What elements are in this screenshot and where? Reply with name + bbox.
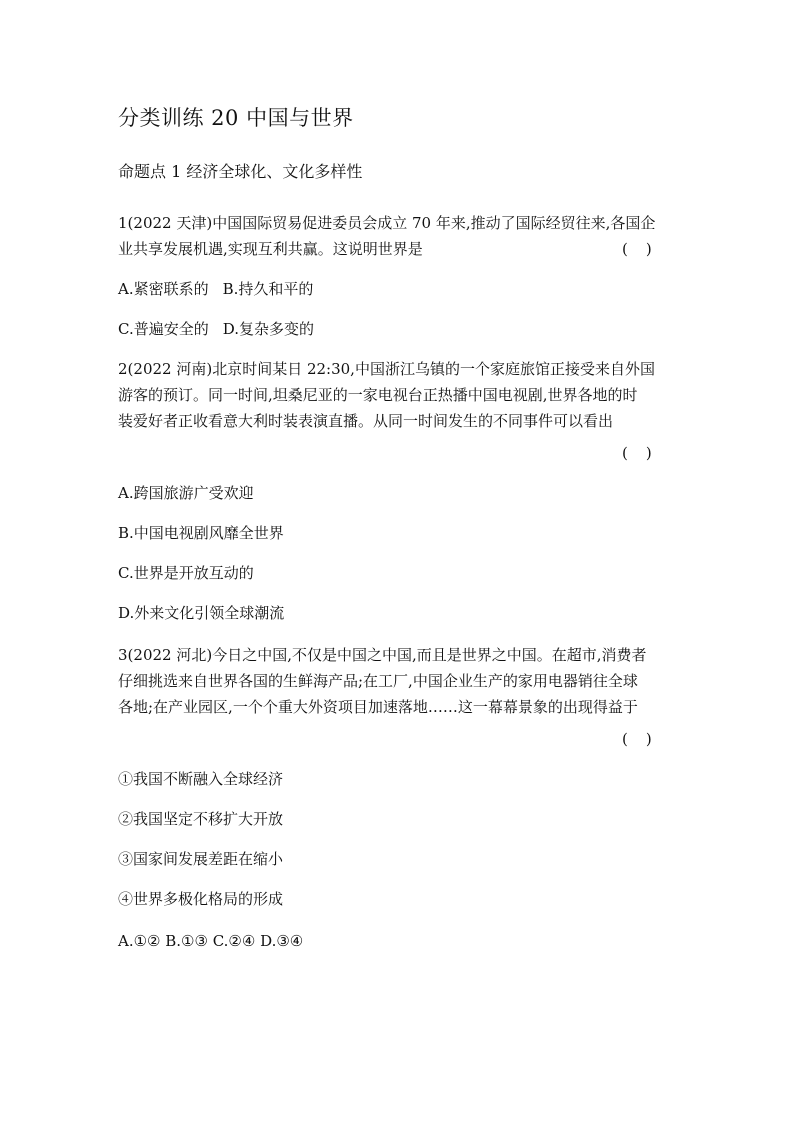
q2-line-3: 装爱好者正收看意大利时装表演直播。从同一时间发生的不同事件可以看出: [118, 412, 614, 430]
q3-line-2: 仔细挑选来自世界各国的生鲜海产品;在工厂,中国企业生产的家用电器销往全球: [118, 672, 638, 690]
q3-answer-blank: (): [622, 730, 670, 748]
q1-option-c: C.普遍安全的: [118, 320, 209, 338]
q3-statement-3: ③国家间发展差距在缩小: [118, 850, 284, 868]
q3-statement-1: ①我国不断融入全球经济: [118, 770, 284, 788]
q2-option-c: C.世界是开放互动的: [118, 564, 254, 582]
q3-statement-2: ②我国坚定不移扩大开放: [118, 810, 284, 828]
q3-statement-4: ④世界多极化格局的形成: [118, 890, 284, 908]
q1-option-b: B.持久和平的: [222, 280, 314, 298]
q3-line-3: 各地;在产业园区,一个个重大外资项目加速落地……这一幕幕景象的出现得益于: [118, 698, 638, 716]
q2-line-2: 游客的预订。同一时间,坦桑尼亚的一家电视台正热播中国电视剧,世界各地的时: [118, 386, 638, 404]
q2-answer-blank: (): [622, 444, 670, 462]
q2-option-b: B.中国电视剧风靡全世界: [118, 524, 284, 542]
q3-line-1: 3(2022 河北)今日之中国,不仅是中国之中国,而且是世界之中国。在超市,消费者: [118, 646, 647, 664]
q3-answer-options: A.①② B.①③ C.②④ D.③④: [118, 932, 304, 950]
q1-option-row-2: [118, 318, 314, 340]
q2-option-a: A.跨国旅游广受欢迎: [118, 484, 254, 502]
q2-line-1: 2(2022 河南)北京时间某日 22:30,中国浙江乌镇的一个家庭旅馆正接受来自外国: [118, 360, 655, 378]
q2-option-d: D.外来文化引领全球潮流: [118, 604, 285, 622]
q1-line-1: 1(2022 天津)中国国际贸易促进委员会成立 70 年来,推动了国际经贸往来,各国企: [118, 214, 656, 232]
q1-option-row-1: [118, 278, 313, 300]
q1-line-2: 业共享发展机遇,实现互利共赢。这说明世界是: [118, 240, 423, 258]
q1-answer-blank: (): [622, 240, 670, 258]
q1-option-d: D.复杂多变的: [222, 320, 314, 338]
page-title: 分类训练 20 中国与世界: [118, 106, 354, 130]
q1-option-a: A.紧密联系的: [118, 280, 209, 298]
section-heading: 命题点 1 经济全球化、文化多样性: [118, 162, 363, 181]
